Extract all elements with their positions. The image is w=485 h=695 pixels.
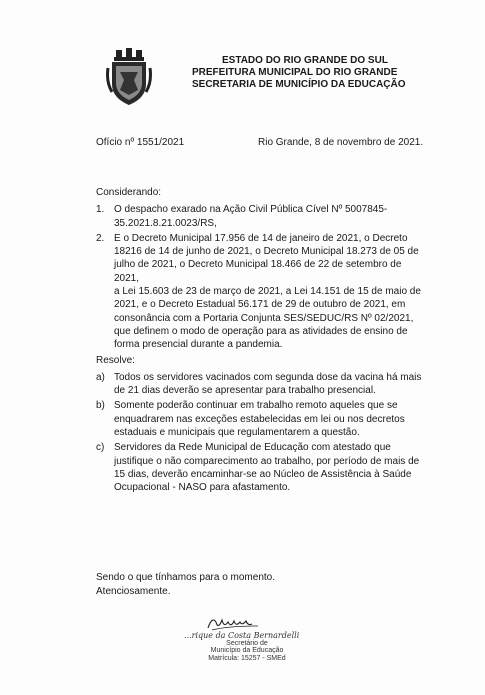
text-line: 2021, e o Decreto Estadual 56.171 de 29 de outubro de 2021, em [114, 299, 406, 311]
resolve-item [96, 371, 428, 398]
text-line: estaduais e municipais que regulamentarem a questão. [114, 427, 360, 439]
item-number: a) [96, 371, 105, 383]
item-number: 1. [96, 204, 105, 216]
signatory-role [200, 640, 294, 662]
item-text [114, 441, 428, 494]
item-number: c) [96, 442, 105, 454]
item-number: 2. [96, 232, 105, 244]
header-secretariat: SECRETARIA DE MUNICÍPIO DA EDUCAÇÃO [192, 79, 406, 90]
text-line: a Lei 15.603 de 23 de março de 2021, a Lei 14.151 de 15 de maio de [114, 286, 421, 298]
header-state: ESTADO DO RIO GRANDE DO SUL [222, 55, 388, 66]
signature-block [184, 631, 300, 662]
text-line: consonância com a Portaria Conjunta SES/SEDUC/RS Nº 02/2021, [114, 312, 414, 324]
text-line: que definem o modo de operação para as atividades de ensino de [114, 325, 408, 337]
coat-of-arms-icon [106, 48, 152, 108]
signatory-name: ...rique da Costa Bernardelli [184, 631, 300, 640]
role-line: Secretário de [226, 640, 268, 647]
item-number: b) [96, 400, 105, 412]
text-line: Todos os servidores vacinados com segunda dose da vacina há mais [114, 371, 422, 383]
item-text [114, 203, 428, 230]
header-prefecture: PREFEITURA MUNICIPAL DO RIO GRANDE [192, 67, 398, 78]
text-line: 18216 de 14 de junho de 2021, o Decreto Municipal 18.273 de 05 de [114, 246, 419, 258]
item-text [114, 371, 428, 398]
text-line: E o Decreto Municipal 17.956 de 14 de janeiro de 2021, o Decreto [114, 232, 408, 244]
text-line: enquadrarem nas exceções estabelecidas em lei ou nos decretos [114, 413, 405, 425]
text-line: Ocupacional - NASO para afastamento. [114, 482, 291, 494]
text-line: Servidores da Rede Municipal de Educação com atestado que [114, 442, 391, 454]
considerando-item [96, 203, 428, 230]
text-line: O despacho exarado na Ação Civil Pública Cível Nº 5007845- [114, 204, 388, 216]
closing [96, 571, 275, 599]
role-line: Município da Educação [210, 647, 284, 655]
text-line: 35.2021.8.21.0023/RS, [114, 217, 217, 229]
registration-line: Matrícula: 15257 - SMEd [208, 654, 286, 662]
text-line: julho de 2021, o Decreto Municipal 18.466 de 22 de setembro de 2021, [114, 259, 402, 284]
considerando-item [96, 232, 428, 352]
text-line: 15 dias, deverão encaminhar-se ao Núcleo de Assistência à Saúde [114, 468, 412, 480]
text-line: forma presencial durante a pandemia. [114, 339, 283, 351]
text-line: Somente poderão continuar em trabalho remoto aqueles que se [114, 400, 398, 412]
closing-line: Sendo o que tínhamos para o momento. [96, 572, 276, 583]
resolve-title: Resolve: [96, 354, 135, 366]
letter-date: Rio Grande, 8 de novembro de 2021. [258, 137, 424, 148]
resolve-item [96, 399, 428, 439]
text-line: de 21 dias deverão se apresentar para trabalho presencial. [114, 385, 376, 397]
resolve-item [96, 441, 428, 494]
item-text [114, 232, 428, 352]
letter-body [96, 186, 428, 497]
closing-salutation: Atenciosamente. [96, 586, 171, 597]
text-line: justifique o não comparecimento ao trabalho, por período de mais de [114, 455, 420, 467]
item-text [114, 399, 428, 439]
oficio-number: Ofício nº 1551/2021 [96, 137, 185, 148]
letterhead [188, 55, 418, 91]
considerando-title: Considerando: [96, 187, 162, 198]
